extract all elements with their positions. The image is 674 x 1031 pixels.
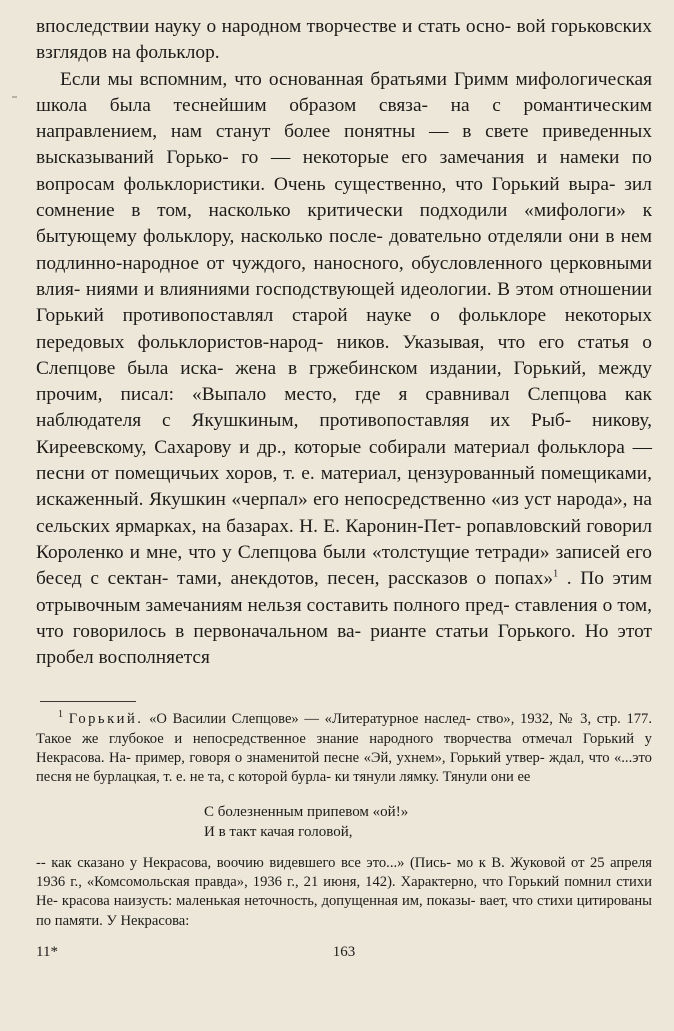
footnote-author: Горький. (68, 711, 144, 728)
text-line: фольклоре некоторых передовых фольклористов-народ- (36, 305, 652, 353)
footnote-line: пример, говоря о знаменитой песне «Эй, ухнем», Горький утвер- (135, 750, 545, 767)
text-line: го — некоторые его замечания и намеки по вопросам (36, 147, 652, 195)
footnote-line: вает, что стихи цитированы по памяти. У Некрасова: (36, 893, 652, 929)
footnote-line: -- как сказано у Некрасова, воочию видевшего все это...» (Пись- (36, 854, 452, 871)
text-line: Если мы вспомним, что основанная братьями Гримм (60, 68, 509, 90)
paragraph-1 (36, 14, 652, 67)
verse-quote (204, 802, 652, 842)
footnote-divider (40, 701, 136, 702)
text-line: жена в гржебинском издании, Горький, между прочим, (36, 357, 652, 406)
text-line: рианте статьи Горького. Но этот пробел восполняется (36, 620, 652, 669)
footnote-line: «О Василии Слепцове» — «Литературное наслед- (143, 711, 471, 728)
footnote-continuation (36, 854, 652, 931)
page-number: 163 (332, 944, 356, 960)
footnote-line: ки тянули лямку. Тянули они ее (334, 769, 531, 786)
text-line-tail: . По этим (558, 568, 652, 590)
footnote-line: ство», 1932, № 3, стр. 177. Такое же глубокое и непосредственное (36, 711, 652, 747)
text-line: ропавловский говорил Короленко и мне, что у Слепцова (36, 515, 652, 563)
footnote-paragraph (36, 710, 652, 787)
text-line: довательно отделяли они в нем подлинно-народное от (36, 226, 652, 274)
text-line: вой горьковских взглядов на фольклор. (36, 16, 652, 64)
footnote-line: красова наизусть: маленькая неточность, допущенная им, показы- (61, 893, 476, 910)
verse-line: И в такт качая головой, (204, 823, 353, 840)
text-line: зил сомнение в том, насколько критически подходили (36, 173, 652, 222)
footnote-line: знание народного творчества отмечал Горький у Некрасова. На- (36, 730, 652, 767)
text-line: ниями и влияниями господствующей идеологии. В этом (85, 278, 554, 300)
text-line: были «толстущие тетради» записей его бесед с сектан- (36, 541, 652, 590)
margin-mark (12, 96, 17, 98)
text-line: наблюдателя с Якушкиным, противопоставляя их Рыб- (36, 410, 572, 432)
footnote (36, 710, 652, 930)
footnote-reference[interactable]: 1 (553, 568, 559, 580)
text-line: писал: «Выпало место, где я сравнивал Слепцова как (120, 384, 652, 406)
text-line: ников. Указывая, что его статья о Слепцове была иска- (36, 331, 652, 379)
main-text (36, 14, 652, 671)
text-line: на сельских ярмарках, на базарах. Н. Е. Каронин-Пет- (36, 489, 652, 537)
text-line: понятны — в свете приведенных высказываний Горько- (36, 121, 653, 169)
signature-mark: 11* (36, 944, 58, 960)
text-line: материал фольклора — песни от помещичьих хоров, т. е. (36, 436, 652, 485)
text-line: мифологическая школа была теснейшим образом связа- (36, 68, 652, 116)
text-line: чуждого, наносного, обусловленного церковными влия- (36, 252, 653, 300)
text-line: впоследствии науку о народном творчестве и стать осно- (36, 16, 512, 37)
text-line: ставления о том, что говорилось в первоначальном ва- (36, 594, 652, 642)
footnote-line: ждал, что «...это песня не бурлацкая, т. е. не та, с которой бурла- (36, 750, 652, 786)
text-line: материал, цензурованный помещиками, искаженный. (36, 463, 652, 511)
text-line: отрывочным замечаниям нельзя составить полного пред- (36, 594, 510, 616)
text-line: отношении Горький противопоставлял старой науке о (36, 278, 652, 327)
verse-line: С болезненным припевом «ой!» (204, 803, 409, 820)
footnote-line: 1936 г., 21 июня, 142). Характерно, что Горький помнил стихи Не- (36, 873, 652, 910)
text-line: фольклористики. Очень существенно, что Горький выра- (123, 173, 616, 195)
text-line: тами, анекдотов, песен, рассказов о попах» (177, 568, 554, 590)
text-line: никову, Киреевскому, Сахарову и др., которые собирали (36, 410, 652, 458)
footnote-mark: 1 (58, 709, 63, 721)
text-line: Якушкин «черпал» его непосредственно «из уст народа», (148, 489, 628, 511)
text-line: «мифологи» к бытующему фольклору, насколько после- (36, 200, 653, 248)
text-line: на с романтическим направлением, нам станут более (36, 94, 653, 143)
paragraph-2 (36, 67, 652, 672)
footnote-line: мо к В. Жуковой от 25 апреля 1936 г., «Комсомольская правда», (36, 854, 652, 890)
